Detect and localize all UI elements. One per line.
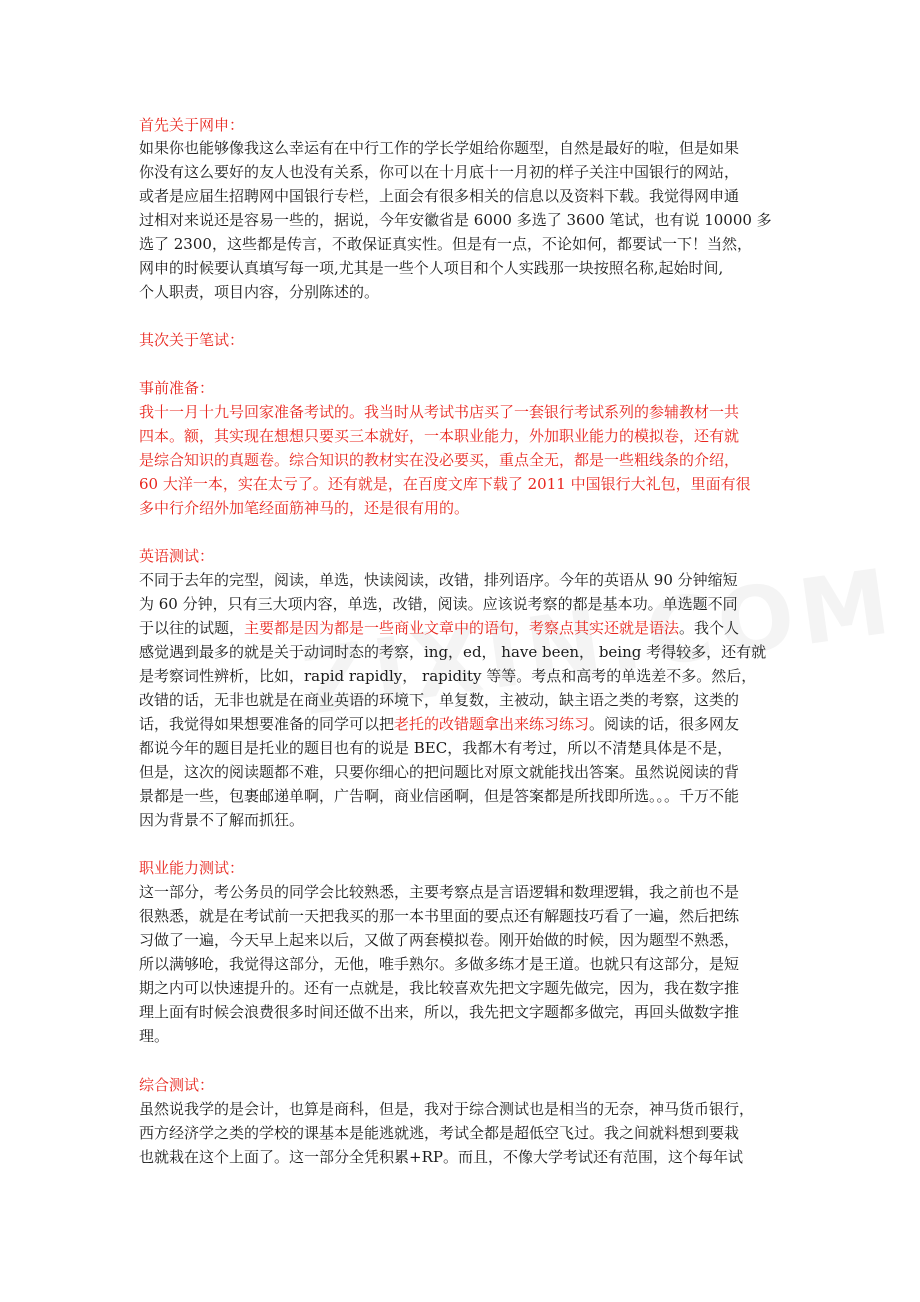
paragraph-line: 习做了一遍，今天早上起来以后，又做了两套模拟卷。刚开始做的时候，因为题型不熟悉， xyxy=(139,931,740,949)
paragraph-line: 选了 2300，这些都是传言，不敢保证真实性。但是有一点，不论如何，都要试一下！当然， xyxy=(139,235,752,253)
paragraph-line xyxy=(139,712,739,736)
text-run: 话，我觉得如果想要准备的同学可以把 xyxy=(139,715,395,733)
paragraph-line: 但是，这次的阅读题都不难，只要你细心的把问题比对原文就能找出答案。虽然说阅读的背 xyxy=(139,763,740,781)
heading-bishi: 其次关于笔试： xyxy=(139,331,245,349)
text-run: 。阅读的话，很多网友 xyxy=(589,715,740,733)
highlighted-text: 老托的改错题拿出来练习练习 xyxy=(394,715,590,733)
paragraph-line: 改错的话，无非也就是在商业英语的环境下，单复数，主被动，缺主语之类的考察，这类的 xyxy=(139,691,740,709)
paragraph-line: 是考察词性辨析，比如，rapid rapidly， rapidity 等等。考点和高考的单选差不多。然后， xyxy=(139,667,757,685)
paragraph-line: 是综合知识的真题卷。综合知识的教材实在没必要买，重点全无，都是一些粗线条的介绍， xyxy=(139,451,740,469)
heading-prep: 事前准备： xyxy=(139,379,215,397)
paragraph-line: 景都是一些，包裹邮递单啊，广告啊，商业信函啊，但是答案都是所找即所选。。。千万不能 xyxy=(139,787,740,805)
paragraph-line: 很熟悉，就是在考试前一天把我买的那一本书里面的要点还有解题技巧看了一遍，然后把练 xyxy=(139,907,740,925)
paragraph-line: 你没有这么要好的友人也没有关系，你可以在十月底十一月初的样子关注中国银行的网站， xyxy=(139,163,740,181)
text-run: 于以往的试题， xyxy=(139,619,245,637)
paragraph-line: 多中行介绍外加笔经面筋神马的，还是很有用的。 xyxy=(139,499,470,517)
paragraph-line: 期之内可以快速提升的。还有一点就是，我比较喜欢先把文字题先做完，因为，我在数字推 xyxy=(139,979,740,997)
paragraph-line: 因为背景不了解而抓狂。 xyxy=(139,811,305,829)
paragraph-line: 为 60 分钟，只有三大项内容，单选，改错，阅读。应该说考察的都是基本功。单选题不同 xyxy=(139,595,738,613)
paragraph-line: 理上面有时候会浪费很多时间还做不出来，所以，我先把文字题都多做完，再回头做数字推 xyxy=(139,1003,740,1021)
paragraph-line: 也就栽在这个上面了。这一部分全凭积累+RP。而且，不像大学考试还有范围，这个每年试 xyxy=(139,1148,743,1166)
highlighted-text: 主要都是因为都是一些商业文章中的语句，考察点其实还就是语法 xyxy=(244,619,680,637)
heading-ability: 职业能力测试： xyxy=(139,859,245,877)
paragraph-line: 所以满够呛，我觉得这部分，无他，唯手熟尔。多做多练才是王道。也就只有这部分，是短 xyxy=(139,955,740,973)
paragraph-line: 60 大洋一本，实在太亏了。还有就是，在百度文库下载了 2011 中国银行大礼包，里面有很 xyxy=(139,475,751,493)
paragraph-line: 西方经济学之类的学校的课基本是能逃就逃，考试全都是超低空飞过。我之间就料想到要栽 xyxy=(139,1124,740,1142)
heading-general: 综合测试： xyxy=(139,1076,215,1094)
paragraph-line: 都说今年的题目是托业的题目也有的说是 BEC，我都木有考过，所以不清楚具体是不是， xyxy=(139,739,733,757)
paragraph-line: 网申的时候要认真填写每一项,尤其是一些个人项目和个人实践那一块按照名称,起始时间, xyxy=(139,259,724,277)
paragraph-line: 感觉遇到最多的就是关于动词时态的考察，ing，ed， have been， being 考得较多，还有就 xyxy=(139,643,767,661)
paragraph-line: 或者是应届生招聘网中国银行专栏，上面会有很多相关的信息以及资料下载。我觉得网申通 xyxy=(139,187,740,205)
text-run: 。我个人 xyxy=(679,619,740,637)
paragraph-line: 四本。额，其实现在想想只要买三本就好，一本职业能力，外加职业能力的模拟卷，还有就 xyxy=(139,427,740,445)
paragraph-line: 过相对来说还是容易一些的，据说，今年安徽省是 6000 多选了 3600 笔试，也有说 10000 多 xyxy=(139,211,772,229)
paragraph-line: 个人职责，项目内容，分别陈述的。 xyxy=(139,283,380,301)
paragraph-line: 这一部分，考公务员的同学会比较熟悉，主要考察点是言语逻辑和数理逻辑，我之前也不是 xyxy=(139,883,740,901)
heading-english: 英语测试： xyxy=(139,547,215,565)
paragraph-line: 虽然说我学的是会计，也算是商科，但是，我对于综合测试也是相当的无奈，神马货币银行， xyxy=(139,1100,755,1118)
paragraph-line: 不同于去年的完型，阅读，单选，快读阅读，改错，排列语序。今年的英语从 90 分钟缩短 xyxy=(139,571,738,589)
paragraph-line xyxy=(139,616,739,640)
paragraph-line: 理。 xyxy=(139,1027,170,1045)
paragraph-line: 如果你也能够像我这么幸运有在中行工作的学长学姐给你题型，自然是最好的啦，但是如果 xyxy=(139,139,740,157)
paragraph-line: 我十一月十九号回家准备考试的。我当时从考试书店买了一套银行考试系列的参辅教材一共 xyxy=(139,403,740,421)
heading-wangshen: 首先关于网申： xyxy=(139,116,245,134)
